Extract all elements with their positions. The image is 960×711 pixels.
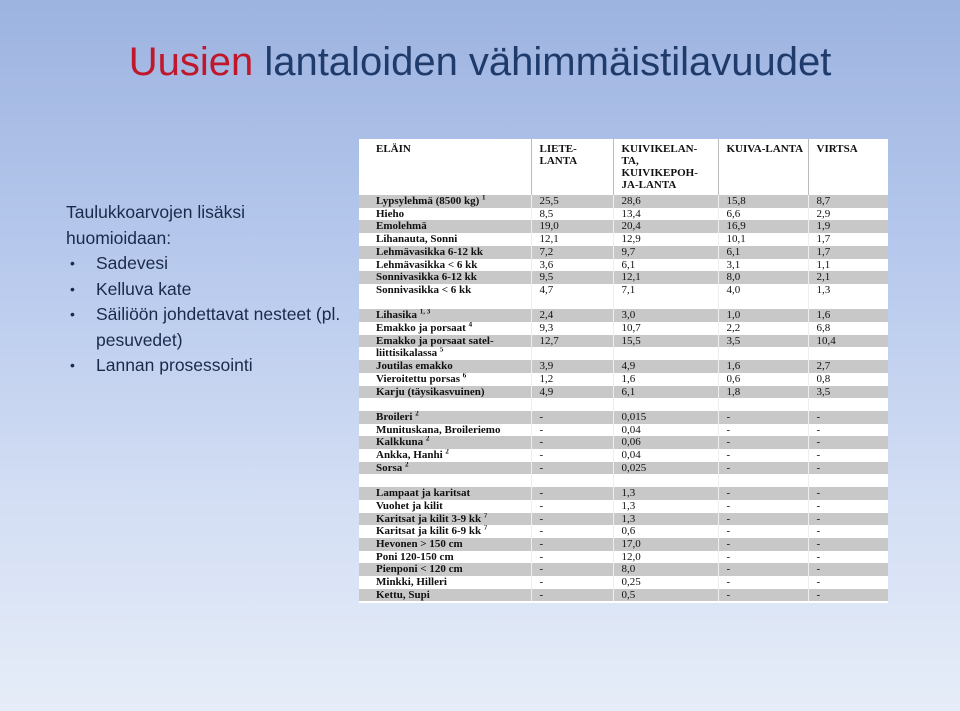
animal-name: Lehmävasikka 6-12 kk xyxy=(376,245,483,258)
animal-name: Poni 120-150 cm xyxy=(376,550,454,563)
value-cell: 1,8 xyxy=(718,386,808,399)
value-cell: - xyxy=(718,589,808,602)
table-group-spacer xyxy=(359,398,888,411)
value-cell: 12,0 xyxy=(613,551,718,564)
animal-cell xyxy=(359,360,531,373)
value-cell: 10,4 xyxy=(808,335,888,348)
value-cell: - xyxy=(531,576,613,589)
footnote-marker: 7 xyxy=(483,512,488,519)
value-cell: 0,04 xyxy=(613,449,718,462)
animal-name: Sonnivasikka 6-12 kk xyxy=(376,271,477,284)
value-cell: 25,5 xyxy=(531,195,613,208)
table-row xyxy=(359,563,888,576)
table-row xyxy=(359,335,888,348)
value-cell: - xyxy=(808,563,888,576)
manure-volume-table-image xyxy=(359,139,888,603)
value-cell: 0,025 xyxy=(613,462,718,475)
table-row xyxy=(359,360,888,373)
value-cell: 6,1 xyxy=(613,386,718,399)
value-cell: - xyxy=(808,551,888,564)
value-cell: - xyxy=(531,449,613,462)
animal-cell xyxy=(359,563,531,576)
value-cell: - xyxy=(531,589,613,602)
animal-cell xyxy=(359,195,531,208)
value-cell: - xyxy=(718,411,808,424)
table-row xyxy=(359,576,888,589)
value-cell: 7,2 xyxy=(531,246,613,259)
table-row xyxy=(359,436,888,449)
animal-cell xyxy=(359,551,531,564)
value-cell xyxy=(718,347,808,360)
table-row xyxy=(359,411,888,424)
spacer-cell xyxy=(808,474,888,487)
table-row xyxy=(359,208,888,221)
animal-name: Vieroitettu porsas xyxy=(376,372,461,385)
animal-cell xyxy=(359,335,531,348)
value-cell: - xyxy=(531,513,613,526)
footnote-marker: 1, 3 xyxy=(419,309,431,316)
animal-cell xyxy=(359,284,531,297)
value-cell: 28,6 xyxy=(613,195,718,208)
animal-name: Karitsat ja kilit 3-9 kk xyxy=(376,512,482,525)
value-cell: 10,7 xyxy=(613,322,718,335)
value-cell: - xyxy=(808,589,888,602)
animal-name: Broileri xyxy=(376,410,413,423)
notes-lead: Taulukkoarvojen lisäksi huomioidaan: xyxy=(66,202,245,248)
value-cell: - xyxy=(718,563,808,576)
animal-name: Joutilas emakko xyxy=(376,360,453,373)
animal-cell xyxy=(359,309,531,322)
value-cell: 6,1 xyxy=(613,259,718,272)
table-row xyxy=(359,462,888,475)
table-row xyxy=(359,538,888,551)
value-cell: 6,8 xyxy=(808,322,888,335)
value-cell: 4,0 xyxy=(718,284,808,297)
value-cell: - xyxy=(808,462,888,475)
value-cell: - xyxy=(718,436,808,449)
value-cell: - xyxy=(531,411,613,424)
value-cell: 8,5 xyxy=(531,208,613,221)
animal-cell xyxy=(359,525,531,538)
value-cell: 8,7 xyxy=(808,195,888,208)
animal-cell xyxy=(359,576,531,589)
animal-name: Kalkkuna xyxy=(376,436,424,449)
value-cell: - xyxy=(808,538,888,551)
value-cell: 1,6 xyxy=(808,309,888,322)
value-cell: - xyxy=(718,487,808,500)
value-cell: - xyxy=(531,551,613,564)
animal-cell xyxy=(359,500,531,513)
value-cell: 1,1 xyxy=(808,259,888,272)
value-cell: 1,3 xyxy=(808,284,888,297)
animal-name: Emolehmä xyxy=(376,220,427,233)
footnote-marker: 2 xyxy=(425,436,430,443)
value-cell: - xyxy=(531,500,613,513)
table-header-row xyxy=(359,139,888,195)
slide-title-rest: lantaloiden vähimmäistilavuudet xyxy=(253,40,832,84)
value-cell: - xyxy=(531,563,613,576)
note-item: • Säiliöön johdettavat nesteet (pl. pesuvedet) xyxy=(66,302,346,353)
table-row xyxy=(359,322,888,335)
value-cell: - xyxy=(808,436,888,449)
table-row xyxy=(359,525,888,538)
animal-cell xyxy=(359,436,531,449)
value-cell: 1,9 xyxy=(808,220,888,233)
table-row xyxy=(359,386,888,399)
footnote-marker: 1 xyxy=(482,195,486,202)
animal-cell xyxy=(359,233,531,246)
header-bedding-manure: KUIVIKELAN-TA, KUIVIKEPOH-JA-LANTA xyxy=(613,139,718,195)
table-row xyxy=(359,589,888,602)
table-body xyxy=(359,195,888,601)
value-cell: 0,25 xyxy=(613,576,718,589)
value-cell: - xyxy=(718,513,808,526)
notes-panel xyxy=(66,200,346,379)
value-cell xyxy=(531,347,613,360)
value-cell: 0,6 xyxy=(718,373,808,386)
header-slurry: LIETE-LANTA xyxy=(531,139,613,195)
animal-cell xyxy=(359,220,531,233)
animal-name: Hieho xyxy=(376,207,405,220)
value-cell: - xyxy=(531,525,613,538)
value-cell: 6,6 xyxy=(718,208,808,221)
value-cell: 0,8 xyxy=(808,373,888,386)
value-cell: 2,9 xyxy=(808,208,888,221)
value-cell: 2,1 xyxy=(808,271,888,284)
footnote-marker: 5 xyxy=(439,347,444,354)
footnote-marker: 7 xyxy=(483,525,488,532)
table-group-spacer xyxy=(359,474,888,487)
value-cell: - xyxy=(531,538,613,551)
animal-cell xyxy=(359,449,531,462)
manure-volume-table xyxy=(359,139,888,601)
table-group-spacer xyxy=(359,297,888,310)
table-row xyxy=(359,220,888,233)
value-cell: 0,06 xyxy=(613,436,718,449)
animal-cell xyxy=(359,259,531,272)
value-cell: 9,5 xyxy=(531,271,613,284)
spacer-cell xyxy=(359,398,531,411)
spacer-cell xyxy=(808,297,888,310)
value-cell: 3,1 xyxy=(718,259,808,272)
footnote-marker: 4 xyxy=(468,322,473,329)
value-cell: 0,015 xyxy=(613,411,718,424)
value-cell: 8,0 xyxy=(718,271,808,284)
animal-cell xyxy=(359,411,531,424)
value-cell: - xyxy=(718,462,808,475)
value-cell xyxy=(808,347,888,360)
animal-name: Karju (täysikasvuinen) xyxy=(376,385,485,398)
slide-title xyxy=(0,40,960,85)
animal-name: liittisikalassa xyxy=(376,347,438,360)
spacer-cell xyxy=(531,398,613,411)
value-cell: 3,0 xyxy=(613,309,718,322)
value-cell: - xyxy=(531,462,613,475)
value-cell: 4,9 xyxy=(613,360,718,373)
animal-name: Lypsylehmä (8500 kg) xyxy=(376,195,480,207)
value-cell: 13,4 xyxy=(613,208,718,221)
animal-name: Sorsa xyxy=(376,461,403,474)
value-cell: - xyxy=(531,424,613,437)
animal-cell xyxy=(359,538,531,551)
value-cell: - xyxy=(808,500,888,513)
spacer-cell xyxy=(359,297,531,310)
animal-cell xyxy=(359,589,531,602)
value-cell: 1,0 xyxy=(718,309,808,322)
value-cell: 1,3 xyxy=(613,513,718,526)
value-cell: 3,5 xyxy=(718,335,808,348)
value-cell: 3,5 xyxy=(808,386,888,399)
table-row xyxy=(359,246,888,259)
table-row xyxy=(359,551,888,564)
value-cell: 7,1 xyxy=(613,284,718,297)
animal-name: Emakko ja porsaat xyxy=(376,322,466,335)
value-cell: - xyxy=(808,576,888,589)
animal-name: Minkki, Hilleri xyxy=(376,576,447,589)
spacer-cell xyxy=(531,474,613,487)
value-cell: - xyxy=(808,424,888,437)
animal-cell xyxy=(359,386,531,399)
spacer-cell xyxy=(613,297,718,310)
table-row xyxy=(359,284,888,297)
value-cell: 17,0 xyxy=(613,538,718,551)
animal-cell xyxy=(359,246,531,259)
value-cell: 4,9 xyxy=(531,386,613,399)
value-cell: 2,2 xyxy=(718,322,808,335)
animal-name: Kettu, Supi xyxy=(376,588,430,601)
table-row xyxy=(359,513,888,526)
spacer-cell xyxy=(531,297,613,310)
animal-name: Munituskana, Broileriemo xyxy=(376,423,501,436)
header-dry-manure: KUIVA-LANTA xyxy=(718,139,808,195)
value-cell: 4,7 xyxy=(531,284,613,297)
value-cell: 9,3 xyxy=(531,322,613,335)
value-cell: 0,6 xyxy=(613,525,718,538)
value-cell: - xyxy=(718,500,808,513)
value-cell: - xyxy=(808,487,888,500)
value-cell: 1,2 xyxy=(531,373,613,386)
animal-cell xyxy=(359,462,531,475)
value-cell: 9,7 xyxy=(613,246,718,259)
animal-cell xyxy=(359,424,531,437)
table-row xyxy=(359,449,888,462)
value-cell: - xyxy=(718,551,808,564)
value-cell: - xyxy=(718,424,808,437)
animal-cell xyxy=(359,322,531,335)
value-cell: 20,4 xyxy=(613,220,718,233)
value-cell: - xyxy=(531,487,613,500)
notes-list xyxy=(66,251,346,379)
slide-title-accent: Uusien xyxy=(128,40,254,84)
value-cell: 19,0 xyxy=(531,220,613,233)
value-cell: 1,3 xyxy=(613,500,718,513)
value-cell: - xyxy=(718,576,808,589)
value-cell: 6,1 xyxy=(718,246,808,259)
value-cell: - xyxy=(808,513,888,526)
animal-name: Vuohet ja kilit xyxy=(376,499,443,512)
animal-cell xyxy=(359,208,531,221)
value-cell: 1,7 xyxy=(808,233,888,246)
value-cell: 2,7 xyxy=(808,360,888,373)
value-cell: 16,9 xyxy=(718,220,808,233)
animal-name: Lihasika xyxy=(376,309,417,322)
animal-name: Hevonen > 150 cm xyxy=(376,537,463,550)
animal-name: Lampaat ja karitsat xyxy=(376,487,471,500)
animal-cell xyxy=(359,347,531,360)
footnote-marker: 2 xyxy=(445,449,449,456)
animal-name: Lehmävasikka < 6 kk xyxy=(376,258,478,271)
value-cell: 12,1 xyxy=(613,271,718,284)
value-cell: - xyxy=(531,436,613,449)
value-cell: - xyxy=(718,525,808,538)
table-row xyxy=(359,487,888,500)
spacer-cell xyxy=(613,398,718,411)
spacer-cell xyxy=(718,297,808,310)
value-cell: - xyxy=(718,449,808,462)
table-row xyxy=(359,424,888,437)
value-cell: 15,8 xyxy=(718,195,808,208)
value-cell: 1,6 xyxy=(718,360,808,373)
table-row xyxy=(359,195,888,208)
spacer-cell xyxy=(718,474,808,487)
table-row xyxy=(359,500,888,513)
value-cell: 1,3 xyxy=(613,487,718,500)
note-item: • Lannan prosessointi xyxy=(66,353,346,379)
value-cell: 8,0 xyxy=(613,563,718,576)
value-cell: 12,1 xyxy=(531,233,613,246)
animal-name: Ankka, Hanhi xyxy=(376,449,443,462)
footnote-marker: 2 xyxy=(415,410,419,418)
value-cell: 0,5 xyxy=(613,589,718,602)
value-cell: 12,7 xyxy=(531,335,613,348)
animal-name: Karitsat ja kilit 6-9 kk xyxy=(376,525,482,538)
value-cell: 1,7 xyxy=(808,246,888,259)
value-cell: 2,4 xyxy=(531,309,613,322)
animal-cell xyxy=(359,487,531,500)
note-item: • Sadevesi xyxy=(66,251,346,277)
header-urine: VIRTSA xyxy=(808,139,888,195)
value-cell: - xyxy=(808,411,888,424)
animal-cell xyxy=(359,373,531,386)
animal-cell xyxy=(359,513,531,526)
value-cell: 12,9 xyxy=(613,233,718,246)
animal-name: Lihanauta, Sonni xyxy=(376,233,458,246)
animal-cell xyxy=(359,271,531,284)
header-animal: ELÄIN xyxy=(376,143,411,155)
table-row xyxy=(359,373,888,386)
value-cell xyxy=(613,347,718,360)
spacer-cell xyxy=(808,398,888,411)
value-cell: 1,6 xyxy=(613,373,718,386)
table-row xyxy=(359,347,888,360)
footnote-marker: 6 xyxy=(462,372,467,380)
spacer-cell xyxy=(613,474,718,487)
animal-name: Sonnivasikka < 6 kk xyxy=(376,283,472,296)
note-item: • Kelluva kate xyxy=(66,277,346,303)
value-cell: - xyxy=(718,538,808,551)
value-cell: 3,9 xyxy=(531,360,613,373)
table-row xyxy=(359,271,888,284)
value-cell: - xyxy=(808,525,888,538)
table-row xyxy=(359,309,888,322)
animal-name: Emakko ja porsaat satel- xyxy=(376,334,494,347)
footnote-marker: 2 xyxy=(405,461,409,469)
table-row xyxy=(359,233,888,246)
spacer-cell xyxy=(359,474,531,487)
spacer-cell xyxy=(718,398,808,411)
value-cell: 0,04 xyxy=(613,424,718,437)
value-cell: 3,6 xyxy=(531,259,613,272)
value-cell: - xyxy=(808,449,888,462)
table-row xyxy=(359,259,888,272)
value-cell: 15,5 xyxy=(613,335,718,348)
animal-name: Pienponi < 120 cm xyxy=(376,563,463,576)
value-cell: 10,1 xyxy=(718,233,808,246)
